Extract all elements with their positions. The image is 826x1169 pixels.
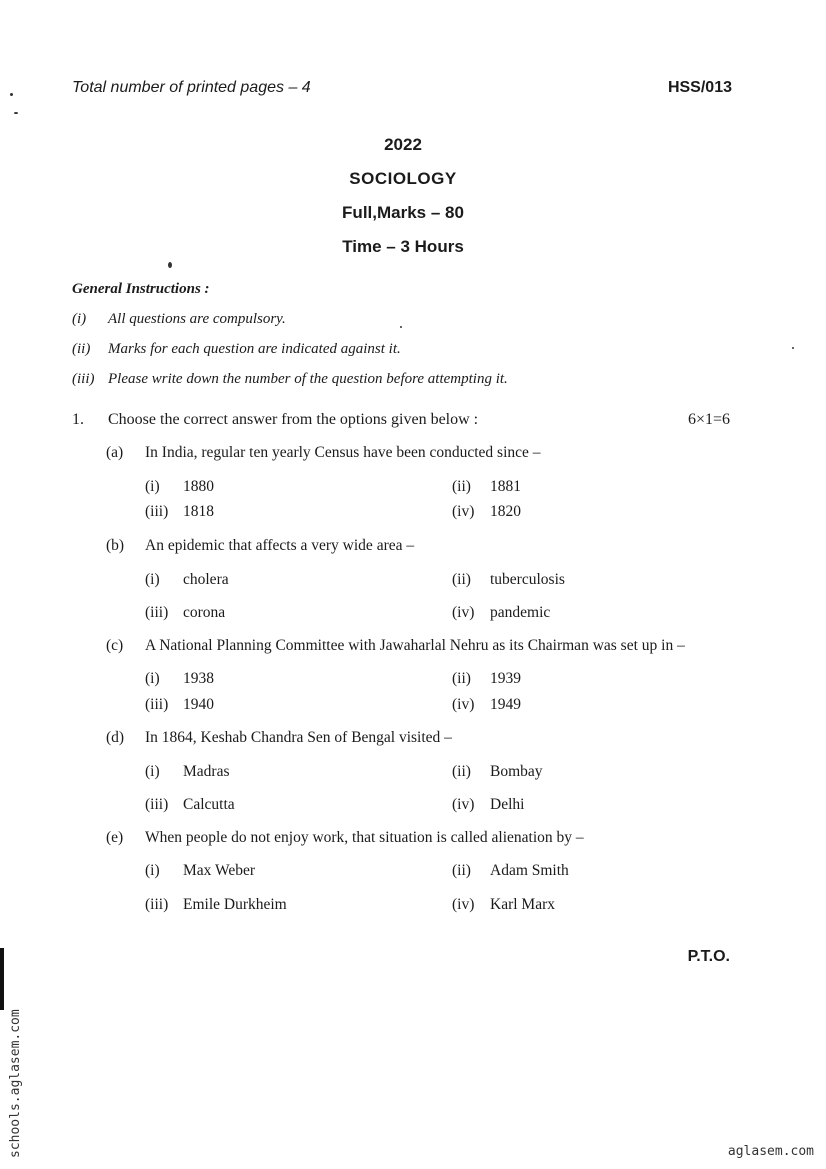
option-roman: (iv) <box>452 503 475 520</box>
option <box>452 571 565 589</box>
scan-speck <box>792 347 794 349</box>
instruction-number: (iii) <box>72 371 95 387</box>
option-text: 1881 <box>490 478 521 495</box>
option-roman: (ii) <box>452 763 471 780</box>
side-watermark-text: schools.aglasem.com <box>8 1009 23 1158</box>
option-text: 1818 <box>183 503 214 520</box>
option-text: Max Weber <box>183 862 256 879</box>
option-roman: (ii) <box>452 862 471 879</box>
option <box>145 670 214 688</box>
option <box>145 696 214 714</box>
option-text: 1880 <box>183 478 214 495</box>
scan-speck <box>168 262 172 268</box>
question-marks: 6×1=6 <box>687 411 730 428</box>
option-roman: (iv) <box>452 696 475 713</box>
option-text: 1938 <box>183 670 214 687</box>
option-roman: (ii) <box>452 670 471 687</box>
option <box>145 796 235 814</box>
part-text: In 1864, Keshab Chandra Sen of Bengal visited – <box>145 729 452 746</box>
exam-time: Time – 3 Hours <box>342 237 464 256</box>
option-roman: (ii) <box>452 478 471 495</box>
instruction-text: Please write down the number of the question before attempting it. <box>108 371 508 387</box>
exam-subject: SOCIOLOGY <box>349 169 457 188</box>
option-text: Adam Smith <box>490 862 569 879</box>
option <box>452 478 521 496</box>
instruction-item <box>72 371 508 388</box>
instruction-number: (ii) <box>72 341 91 357</box>
option <box>145 571 229 589</box>
option-roman: (iii) <box>145 503 169 520</box>
part-text: An epidemic that affects a very wide area – <box>145 537 415 554</box>
instruction-item <box>72 341 401 358</box>
option-roman: (ii) <box>452 571 471 588</box>
option-roman: (iv) <box>452 604 475 621</box>
option-text: Madras <box>183 763 230 780</box>
scan-speck <box>400 326 402 328</box>
side-watermark <box>2 968 32 1158</box>
exam-year: 2022 <box>384 135 422 154</box>
option-roman: (i) <box>145 478 160 495</box>
question-number: 1. <box>72 411 84 428</box>
question-stem: Choose the correct answer from the options given below : <box>108 411 479 428</box>
option-roman: (i) <box>145 763 160 780</box>
option-roman: (iv) <box>452 896 475 913</box>
option <box>452 604 550 622</box>
option-roman: (iii) <box>145 796 169 813</box>
scan-speck <box>14 112 18 114</box>
scan-speck <box>10 93 13 96</box>
option <box>452 670 521 688</box>
option-roman: (i) <box>145 571 160 588</box>
instruction-item <box>72 311 286 328</box>
option-text: 1940 <box>183 696 214 713</box>
option-text: cholera <box>183 571 229 588</box>
pto-note: P.T.O. <box>687 948 730 965</box>
option-text: Bombay <box>490 763 543 780</box>
bottom-watermark: aglasem.com <box>727 1144 814 1159</box>
option <box>145 896 287 914</box>
option-text: Emile Durkheim <box>183 896 287 913</box>
part-label: (c) <box>106 637 124 654</box>
option-roman: (iii) <box>145 604 169 621</box>
option-text: Karl Marx <box>490 896 555 913</box>
option <box>452 896 555 914</box>
instruction-number: (i) <box>72 311 87 327</box>
full-marks: Full,Marks – 80 <box>342 203 464 222</box>
part-label: (a) <box>106 444 124 461</box>
instructions-title: General Instructions : <box>72 281 210 297</box>
part-text: A National Planning Committee with Jawaharlal Nehru as its Chairman was set up in – <box>145 637 685 654</box>
part-label: (e) <box>106 829 124 846</box>
option-roman: (iv) <box>452 796 475 813</box>
option <box>452 862 569 880</box>
option-text: tuberculosis <box>490 571 565 588</box>
option <box>145 763 230 781</box>
option-text: 1820 <box>490 503 521 520</box>
option-text: 1939 <box>490 670 521 687</box>
part-text: In India, regular ten yearly Census have been conducted since – <box>145 444 541 461</box>
instruction-text: Marks for each question are indicated against it. <box>108 341 401 357</box>
instruction-text: All questions are compulsory. <box>108 311 286 327</box>
option <box>452 763 543 781</box>
part-label: (d) <box>106 729 125 746</box>
option-roman: (i) <box>145 670 160 687</box>
option-roman: (iii) <box>145 896 169 913</box>
option-roman: (iii) <box>145 696 169 713</box>
part-text: When people do not enjoy work, that situation is called alienation by – <box>145 829 584 846</box>
option <box>145 862 255 880</box>
option <box>145 478 214 496</box>
option-roman: (i) <box>145 862 160 879</box>
option-text: 1949 <box>490 696 521 713</box>
option <box>452 503 521 521</box>
printed-pages-note: Total number of printed pages – 4 <box>72 79 311 96</box>
option <box>145 503 214 521</box>
part-label: (b) <box>106 537 125 554</box>
option <box>145 604 225 622</box>
option <box>452 796 524 814</box>
option <box>452 696 521 714</box>
option-text: corona <box>183 604 226 621</box>
option-text: Calcutta <box>183 796 235 813</box>
option-text: pandemic <box>490 604 551 621</box>
paper-code: HSS/013 <box>667 79 732 96</box>
option-text: Delhi <box>490 796 525 813</box>
